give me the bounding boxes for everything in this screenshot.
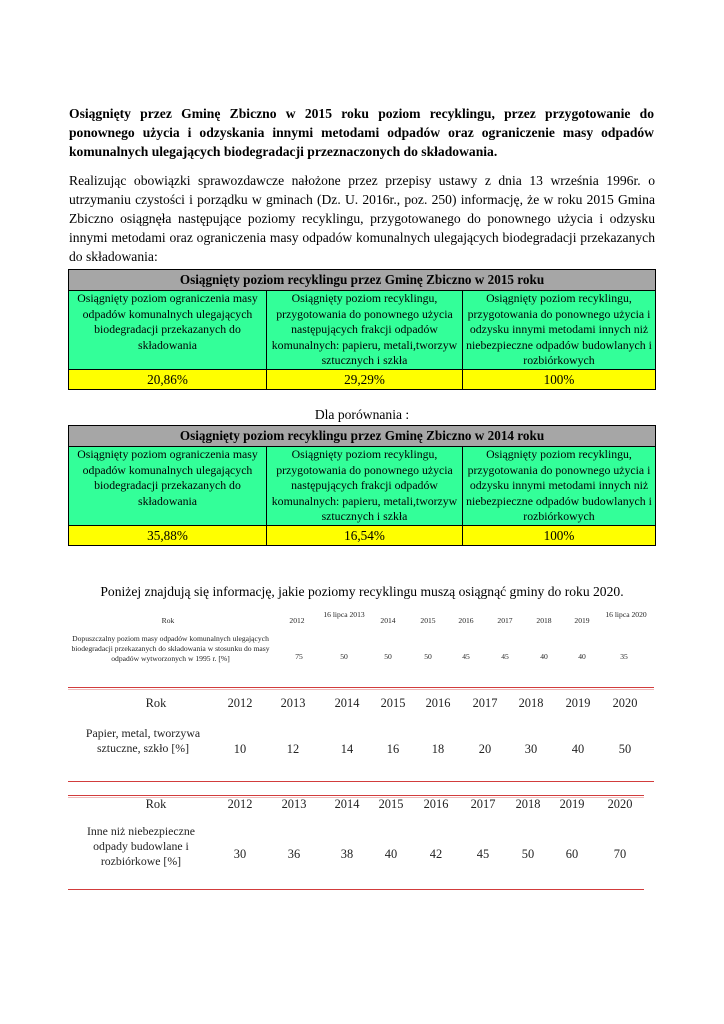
year-cell: 2015 — [378, 797, 404, 811]
value-cell: 40 — [384, 847, 398, 861]
row-header: Rok — [145, 696, 167, 710]
comparison-label: Dla porównania : — [314, 407, 410, 422]
year-cell: 2013 — [280, 696, 306, 710]
divider-line — [68, 781, 654, 782]
value-cell: 38 — [340, 847, 354, 861]
divider-line — [68, 795, 644, 796]
value-cell: 35 — [620, 652, 628, 661]
value-cell: 45 — [476, 847, 490, 861]
value-cell: 20 — [478, 742, 492, 756]
header-biodegradable: Osiągnięty poziom ograniczenia masy odpadów komunalnych ulegających biodegradacji przekazanych do składowania — [69, 291, 267, 370]
value-cell: 45 — [501, 652, 509, 661]
year-cell: 2019 — [559, 797, 585, 811]
divider-line — [68, 889, 644, 890]
row-header: Rok — [145, 797, 167, 811]
intro-paragraph: Realizując obowiązki sprawozdawcze nałożone przez przepisy ustawy z dnia 13 września 1996r. o utrzymaniu czystości i porządku w gminach (Dz. U. 2016r., poz. 250) informację, że w roku 2015 Gmina Zbiczno osiągnęła następujące poziomy recyklingu, przygotowanego do ponownego użycia i odzysku innymi metodami oraz ograniczenia masy odpadów komunalnych ulegających biodegradacji przekazanych do składowania: — [69, 173, 655, 264]
year-cell: 2013 — [281, 797, 307, 811]
value-cell: 50 — [424, 652, 432, 661]
year-cell: 2018 — [515, 797, 541, 811]
value-cell: 10 — [233, 742, 247, 756]
year-cell: 2016 — [423, 797, 449, 811]
table-title: Osiągnięty poziom recyklingu przez Gminę Zbiczno w 2014 roku — [69, 426, 656, 447]
year-cell: 2015 — [380, 696, 406, 710]
value-cell: 30 — [524, 742, 538, 756]
year-cell: 2017 — [470, 797, 496, 811]
year-cell: 2018 — [518, 696, 544, 710]
year-cell: 2020 — [612, 696, 638, 710]
header-paper-metal: Osiągnięty poziom recyklingu, przygotowania do ponownego użycia następujących frakcji odpadów komunalnych: papieru, metali,tworzyw sztucznych i szkła — [267, 447, 463, 526]
value-cell: 42 — [429, 847, 443, 861]
value-cell: 50 — [521, 847, 535, 861]
value-cell: 16 — [386, 742, 400, 756]
header-paper-metal: Osiągnięty poziom recyklingu, przygotowania do ponownego użycia następujących frakcji odpadów komunalnych: papieru, metali,tworzyw sztucznych i szkła — [267, 291, 463, 370]
value-cell: 14 — [340, 742, 354, 756]
value-construction: 100% — [463, 525, 656, 545]
year-cell: 2014 — [380, 616, 396, 625]
results-table-2015 — [68, 269, 656, 390]
results-table-2014 — [68, 425, 656, 546]
value-cell: 75 — [295, 652, 303, 661]
value-cell: 36 — [287, 847, 301, 861]
value-biodegradable: 35,88% — [69, 525, 267, 545]
year-cell: 2014 — [334, 797, 360, 811]
value-cell: 40 — [571, 742, 585, 756]
year-cell: 2016 — [458, 616, 474, 625]
header-construction: Osiągnięty poziom recyklingu, przygotowania do ponownego użycia i odzysku innymi metodami innych niż niebezpieczne odpadów budowlanych i rozbiórkowych — [463, 291, 656, 370]
year-cell: 2019 — [565, 696, 591, 710]
year-cell: 2015 — [420, 616, 436, 625]
row-label: Inne niż niebezpieczne odpady budowlane i rozbiórkowe [%] — [86, 824, 196, 868]
target-table-construction — [68, 797, 656, 892]
row-label: Papier, metal, tworzywa sztuczne, szkło [%] — [85, 726, 201, 755]
document-heading: Osiągnięty przez Gminę Zbiczno w 2015 roku poziom recyklingu, przez przygotowanie do ponownego użycia i odzyskania innymi metodami odpadów oraz ograniczenie masy odpadów komunalnych ulegających biodegradacji przeznaczonych do składowania. — [69, 106, 654, 159]
value-cell: 30 — [233, 847, 247, 861]
table-title: Osiągnięty poziom recyklingu przez Gminę Zbiczno w 2015 roku — [69, 270, 656, 291]
value-cell: 40 — [578, 652, 586, 661]
value-cell: 50 — [618, 742, 632, 756]
value-cell: 70 — [613, 847, 627, 861]
header-biodegradable: Osiągnięty poziom ograniczenia masy odpadów komunalnych ulegających biodegradacji przekazanych do składowania — [69, 447, 267, 526]
header-construction: Osiągnięty poziom recyklingu, przygotowania do ponownego użycia i odzysku innymi metodami innych niż niebezpieczne odpadów budowlanych i rozbiórkowych — [463, 447, 656, 526]
row-header: Rok — [161, 616, 175, 625]
value-cell: 50 — [340, 652, 348, 661]
year-cell: 2020 — [607, 797, 633, 811]
value-cell: 12 — [286, 742, 300, 756]
year-cell: 2017 — [472, 696, 498, 710]
value-cell: 40 — [540, 652, 548, 661]
targets-intro: Poniżej znajdują się informację, jakie poziomy recyklingu muszą osiągnąć gminy do roku 2020. — [100, 584, 624, 599]
value-cell: 18 — [431, 742, 445, 756]
year-cell: 2012 — [289, 616, 305, 625]
year-cell: 2012 — [227, 797, 253, 811]
year-cell: 2019 — [574, 616, 590, 625]
target-table-biodegradable — [68, 610, 656, 680]
value-construction: 100% — [463, 369, 656, 389]
value-cell: 45 — [462, 652, 470, 661]
year-cell: 2018 — [536, 616, 552, 625]
value-paper-metal: 29,29% — [267, 369, 463, 389]
value-cell: 50 — [384, 652, 392, 661]
year-cell: 2012 — [227, 696, 253, 710]
divider-line — [68, 687, 654, 688]
row-label: Dopuszczalny poziom masy odpadów komunalnych ulegających biodegradacji przekazanych do składowania w stosunku do masy odpadów wytworzonych w 1995 r. [%] — [71, 634, 270, 663]
value-biodegradable: 20,86% — [69, 369, 267, 389]
year-cell: 16 lipca 2013 — [323, 610, 365, 619]
value-paper-metal: 16,54% — [267, 525, 463, 545]
year-cell: 2014 — [334, 696, 360, 710]
target-table-paper — [68, 696, 656, 786]
year-cell: 16 lipca 2020 — [605, 610, 647, 619]
year-cell: 2017 — [497, 616, 513, 625]
value-cell: 60 — [565, 847, 579, 861]
year-cell: 2016 — [425, 696, 451, 710]
